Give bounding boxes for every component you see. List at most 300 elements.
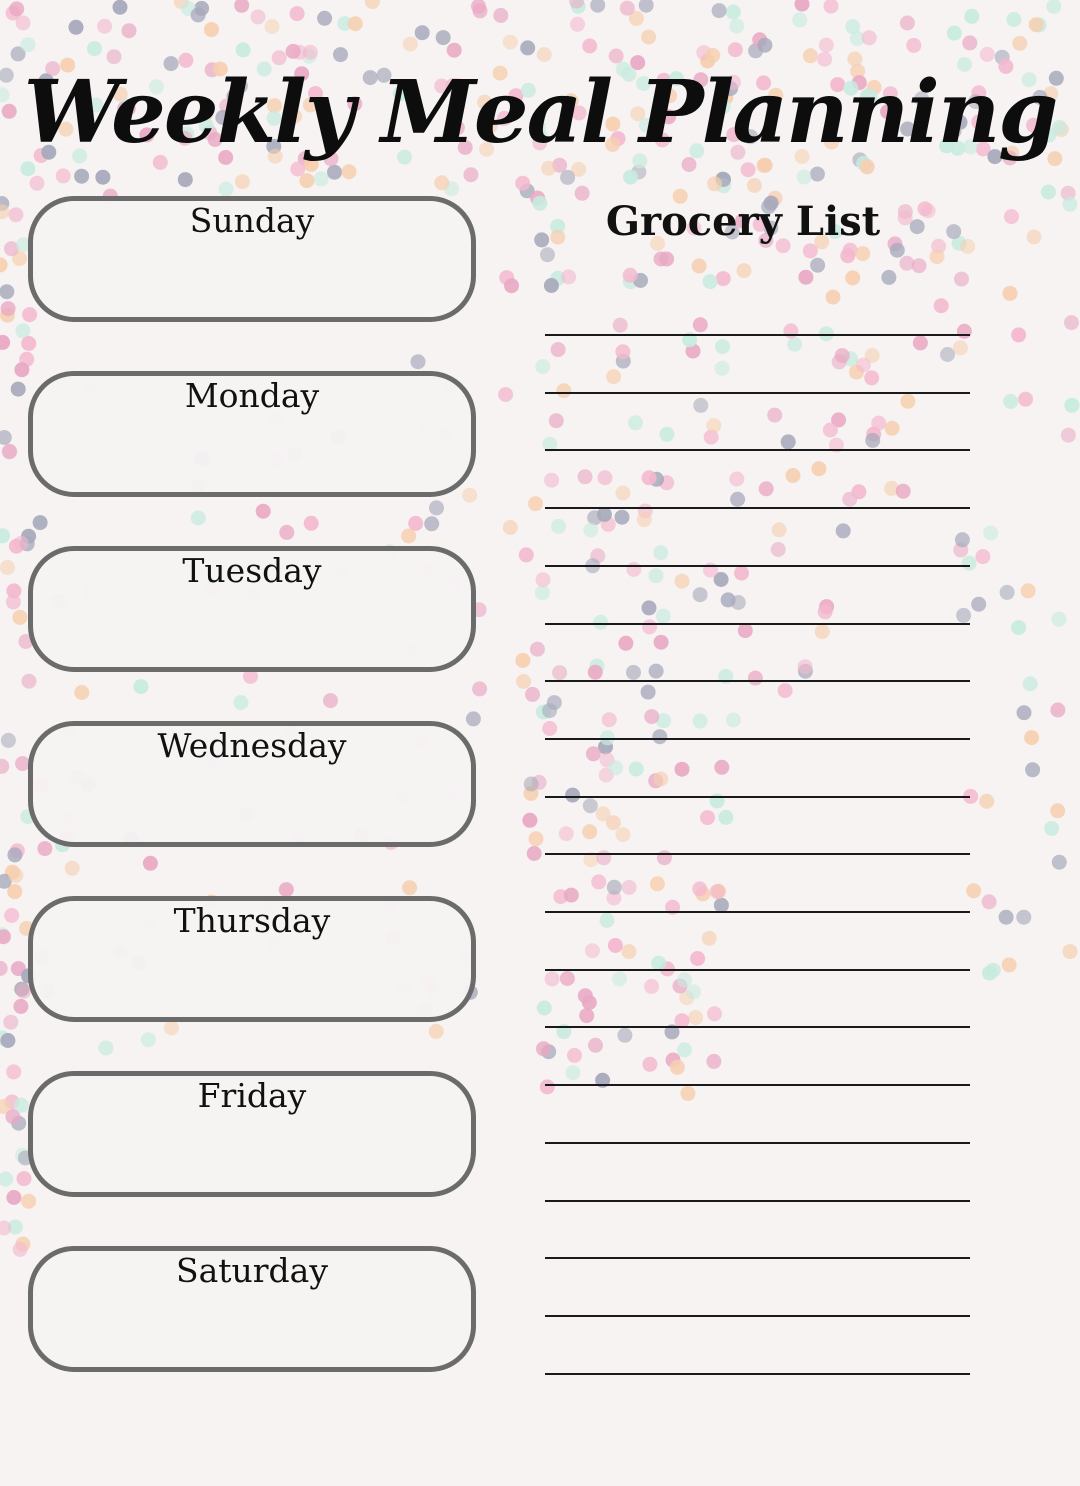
confetti-dot — [5, 1109, 20, 1124]
confetti-dot — [795, 0, 810, 12]
grocery-line[interactable] — [545, 1373, 970, 1375]
confetti-dot — [8, 207, 23, 222]
confetti-dot — [87, 41, 102, 56]
confetti-dot — [707, 176, 722, 191]
confetti-dot — [565, 1065, 580, 1080]
confetti-dot — [600, 913, 615, 928]
confetti-dot — [542, 703, 557, 718]
confetti-dot — [1012, 36, 1027, 51]
confetti-dot — [1023, 676, 1038, 691]
confetti-dot — [9, 1, 24, 16]
confetti-dot — [675, 762, 690, 777]
confetti-dot — [792, 12, 807, 27]
grocery-line[interactable] — [545, 969, 970, 971]
confetti-dot — [615, 486, 630, 501]
confetti-dot — [1052, 855, 1067, 870]
confetti-dot — [561, 269, 576, 284]
confetti-dot — [504, 278, 519, 293]
confetti-dot — [33, 515, 48, 530]
confetti-dot — [113, 0, 128, 15]
confetti-dot — [559, 826, 574, 841]
confetti-dot — [14, 536, 29, 551]
grocery-line[interactable] — [545, 796, 970, 798]
confetti-dot — [930, 249, 945, 264]
confetti-dot — [598, 470, 613, 485]
confetti-dot — [623, 170, 638, 185]
confetti-dot — [900, 394, 915, 409]
confetti-dot — [622, 944, 637, 959]
grocery-line[interactable] — [545, 507, 970, 509]
confetti-dot — [570, 17, 585, 32]
confetti-dot — [2, 444, 17, 459]
confetti-dot — [798, 270, 813, 285]
confetti-dot — [560, 170, 575, 185]
confetti-dot — [493, 8, 508, 23]
confetti-dot — [815, 624, 830, 639]
confetti-dot — [3, 1015, 18, 1030]
day-label-friday: Friday — [197, 1076, 307, 1115]
confetti-dot — [429, 500, 444, 515]
confetti-dot — [6, 594, 21, 609]
confetti-dot — [1017, 705, 1032, 720]
confetti-dot — [856, 358, 871, 373]
grocery-line[interactable] — [545, 565, 970, 567]
confetti-dot — [810, 258, 825, 273]
grocery-line[interactable] — [545, 1257, 970, 1259]
confetti-dot — [692, 259, 707, 274]
confetti-dot — [552, 665, 567, 680]
confetti-dot — [781, 434, 796, 449]
confetti-dot — [680, 1086, 695, 1101]
confetti-dot — [999, 910, 1014, 925]
confetti-dot — [65, 861, 80, 876]
confetti-dot — [56, 168, 71, 183]
confetti-dot — [913, 335, 928, 350]
confetti-dot — [0, 759, 9, 774]
confetti-dot — [693, 587, 708, 602]
confetti-dot — [317, 11, 332, 26]
confetti-dot — [983, 525, 998, 540]
confetti-dot — [798, 659, 813, 674]
confetti-dot — [783, 323, 798, 338]
grocery-line[interactable] — [545, 738, 970, 740]
confetti-dot — [164, 1020, 179, 1035]
confetti-dot — [551, 519, 566, 534]
confetti-dot — [503, 35, 518, 50]
confetti-dot — [583, 798, 598, 813]
confetti-dot — [1004, 209, 1019, 224]
confetti-dot — [16, 15, 31, 30]
confetti-dot — [290, 6, 305, 21]
confetti-dot — [74, 169, 89, 184]
confetti-dot — [0, 560, 15, 575]
confetti-dot — [862, 30, 877, 45]
confetti-dot — [1011, 327, 1026, 342]
confetti-dot — [881, 270, 896, 285]
confetti-dot — [953, 340, 968, 355]
confetti-dot — [656, 609, 671, 624]
grocery-line[interactable] — [545, 1026, 970, 1028]
confetti-dot — [6, 1190, 21, 1205]
day-label-tuesday: Tuesday — [182, 551, 322, 590]
confetti-dot — [726, 5, 741, 20]
confetti-dot — [0, 430, 12, 445]
confetti-dot — [845, 270, 860, 285]
grocery-line[interactable] — [545, 911, 970, 913]
confetti-dot — [1006, 12, 1021, 27]
confetti-dot — [615, 510, 630, 525]
confetti-dot — [14, 362, 29, 377]
confetti-dot — [532, 196, 547, 211]
confetti-dot — [204, 22, 219, 37]
confetti-dot — [1046, 0, 1061, 14]
confetti-dot — [582, 995, 597, 1010]
confetti-dot — [13, 1242, 28, 1257]
confetti-dot — [30, 176, 45, 191]
confetti-dot — [703, 274, 718, 289]
confetti-dot — [436, 30, 451, 45]
confetti-dot — [1002, 957, 1017, 972]
confetti-dot — [122, 23, 137, 38]
day-box-monday[interactable] — [28, 371, 476, 497]
confetti-dot — [143, 856, 158, 871]
grocery-line[interactable] — [545, 1142, 970, 1144]
confetti-dot — [582, 39, 597, 54]
confetti-dot — [702, 931, 717, 946]
confetti-dot — [677, 973, 692, 988]
confetti-dot — [864, 370, 879, 385]
confetti-dot — [219, 182, 234, 197]
confetti-dot — [549, 413, 564, 428]
confetti-dot — [1000, 585, 1015, 600]
confetti-dot — [712, 3, 727, 18]
day-box-saturday[interactable] — [28, 1246, 476, 1372]
confetti-dot — [819, 38, 834, 53]
confetti-dot — [1064, 315, 1079, 330]
confetti-dot — [411, 354, 426, 369]
confetti-dot — [585, 943, 600, 958]
grocery-line[interactable] — [545, 1084, 970, 1086]
confetti-dot — [515, 176, 530, 191]
day-label-wednesday: Wednesday — [157, 726, 347, 765]
confetti-dot — [588, 1038, 603, 1053]
confetti-dot — [279, 525, 294, 540]
confetti-dot — [718, 810, 733, 825]
confetti-dot — [178, 172, 193, 187]
confetti-dot — [1041, 185, 1056, 200]
confetti-dot — [191, 8, 206, 23]
confetti-dot — [141, 1032, 156, 1047]
confetti-dot — [955, 532, 970, 547]
confetti-dot — [759, 481, 774, 496]
confetti-dot — [537, 1001, 552, 1016]
confetti-dot — [772, 522, 787, 537]
confetti-dot — [0, 1033, 15, 1048]
confetti-dot — [304, 516, 319, 531]
confetti-dot — [653, 772, 668, 787]
confetti-dot — [966, 883, 981, 898]
confetti-dot — [628, 415, 643, 430]
confetti-dot — [13, 999, 28, 1014]
confetti-dot — [191, 511, 206, 526]
confetti-dot — [1044, 821, 1059, 836]
confetti-dot — [365, 0, 380, 9]
confetti-dot — [975, 549, 990, 564]
confetti-dot — [734, 566, 749, 581]
confetti-dot — [0, 284, 14, 299]
confetti-dot — [690, 951, 705, 966]
confetti-dot — [556, 383, 571, 398]
confetti-dot — [823, 423, 838, 438]
confetti-dot — [588, 665, 603, 680]
confetti-dot — [871, 416, 886, 431]
confetti-dot — [835, 348, 850, 363]
confetti-dot — [693, 317, 708, 332]
confetti-dot — [728, 42, 743, 57]
day-box-tuesday[interactable] — [28, 546, 476, 672]
confetti-dot — [567, 1048, 582, 1063]
confetti-dot — [982, 894, 997, 909]
grocery-line[interactable] — [545, 1315, 970, 1317]
confetti-dot — [686, 984, 701, 999]
day-box-thursday[interactable] — [28, 896, 476, 1022]
confetti-dot — [693, 398, 708, 413]
confetti-dot — [1027, 230, 1042, 245]
confetti-dot — [771, 542, 786, 557]
confetti-dot — [767, 408, 782, 423]
confetti-dot — [524, 777, 539, 792]
confetti-dot — [1050, 803, 1065, 818]
confetti-dot — [706, 418, 721, 433]
confetti-dot — [653, 545, 668, 560]
confetti-dot — [836, 523, 851, 538]
confetti-dot — [642, 1057, 657, 1072]
confetti-dot — [235, 174, 250, 189]
confetti-dot — [544, 473, 559, 488]
confetti-dot — [1003, 286, 1018, 301]
confetti-dot — [957, 324, 972, 339]
confetti-dot — [940, 347, 955, 362]
confetti-dot — [855, 246, 870, 261]
confetti-dot — [707, 1006, 722, 1021]
grocery-line[interactable] — [545, 392, 970, 394]
confetti-dot — [644, 979, 659, 994]
confetti-dot — [729, 472, 744, 487]
confetti-dot — [778, 683, 793, 698]
confetti-dot — [726, 713, 741, 728]
confetti-dot — [424, 516, 439, 531]
confetti-dot — [6, 1064, 21, 1079]
confetti-dot — [527, 846, 542, 861]
confetti-dot — [415, 25, 430, 40]
confetti-dot — [1011, 620, 1026, 635]
confetti-dot — [1021, 583, 1036, 598]
confetti-dot — [962, 556, 977, 571]
confetti-dot — [525, 687, 540, 702]
confetti-dot — [1051, 612, 1066, 627]
day-label-monday: Monday — [184, 376, 320, 415]
confetti-dot — [1050, 703, 1065, 718]
confetti-dot — [786, 468, 801, 483]
confetti-dot — [1063, 944, 1078, 959]
confetti-dot — [542, 721, 557, 736]
grocery-list-title: Grocery List — [605, 198, 881, 245]
grocery-line[interactable] — [545, 1200, 970, 1202]
confetti-dot — [98, 1041, 113, 1056]
confetti-dot — [716, 271, 731, 286]
confetti-dot — [256, 504, 271, 519]
confetti-dot — [0, 335, 10, 350]
confetti-dot — [590, 0, 605, 13]
confetti-dot — [956, 608, 971, 623]
confetti-dot — [840, 248, 855, 263]
day-box-sunday[interactable] — [28, 196, 476, 322]
confetti-dot — [618, 636, 633, 651]
confetti-dot — [314, 171, 329, 186]
confetti-dot — [535, 359, 550, 374]
confetti-dot — [1018, 392, 1033, 407]
grocery-line[interactable] — [545, 853, 970, 855]
confetti-dot — [534, 232, 549, 247]
confetti-dot — [620, 1, 635, 16]
confetti-dot — [447, 43, 462, 58]
confetti-dot — [810, 167, 825, 182]
confetti-dot — [960, 239, 975, 254]
confetti-dot — [579, 1008, 594, 1023]
confetti-dot — [234, 0, 249, 13]
confetti-dot — [642, 600, 657, 615]
confetti-dot — [21, 336, 36, 351]
confetti-dot — [954, 272, 969, 287]
confetti-dot — [1062, 197, 1077, 212]
confetti-dot — [747, 178, 762, 193]
confetti-dot — [522, 813, 537, 828]
confetti-dot — [265, 19, 280, 34]
confetti-dot — [900, 16, 915, 31]
confetti-dot — [962, 35, 977, 50]
grocery-line[interactable] — [545, 680, 970, 682]
confetti-dot — [721, 592, 736, 607]
confetti-dot — [826, 290, 841, 305]
confetti-dot — [286, 44, 301, 59]
confetti-dot — [591, 874, 606, 889]
confetti-dot — [649, 664, 664, 679]
confetti-dot — [540, 1079, 555, 1094]
confetti-dot — [528, 496, 543, 511]
confetti-dot — [1016, 910, 1031, 925]
confetti-dot — [582, 824, 597, 839]
confetti-dot — [22, 307, 37, 322]
confetti-dot — [654, 635, 669, 650]
confetti-dot — [700, 810, 715, 825]
confetti-dot — [11, 382, 26, 397]
day-box-wednesday[interactable] — [28, 721, 476, 847]
confetti-dot — [692, 881, 707, 896]
confetti-dot — [434, 175, 449, 190]
confetti-dot — [1, 301, 16, 316]
confetti-dot — [642, 470, 657, 485]
grocery-line[interactable] — [545, 334, 970, 336]
confetti-dot — [529, 831, 544, 846]
confetti-dot — [644, 709, 659, 724]
confetti-dot — [677, 1042, 692, 1057]
confetti-dot — [0, 929, 11, 944]
confetti-dot — [279, 882, 294, 897]
confetti-dot — [946, 224, 961, 239]
confetti-dot — [578, 469, 593, 484]
confetti-dot — [348, 16, 363, 31]
confetti-dot — [12, 610, 27, 625]
confetti-dot — [586, 746, 601, 761]
confetti-dot — [74, 685, 89, 700]
confetti-dot — [251, 9, 266, 24]
confetti-dot — [688, 1010, 703, 1025]
grocery-line[interactable] — [545, 623, 970, 625]
grocery-line[interactable] — [545, 449, 970, 451]
confetti-dot — [233, 695, 248, 710]
confetti-dot — [21, 1194, 36, 1209]
confetti-dot — [729, 19, 744, 34]
confetti-dot — [7, 847, 22, 862]
confetti-dot — [652, 729, 667, 744]
confetti-dot — [403, 37, 418, 52]
day-label-saturday: Saturday — [175, 1251, 328, 1290]
confetti-dot — [607, 880, 622, 895]
page-title: Weekly Meal Planning — [23, 62, 1057, 163]
confetti-dot — [612, 971, 627, 986]
confetti-dot — [710, 884, 725, 899]
confetti-dot — [535, 585, 550, 600]
confetti-dot — [401, 529, 416, 544]
confetti-dot — [97, 19, 112, 34]
confetti-dot — [466, 711, 481, 726]
confetti-dot — [670, 1060, 685, 1075]
confetti-dot — [714, 760, 729, 775]
confetti-dot — [560, 971, 575, 986]
confetti-dot — [865, 433, 880, 448]
confetti-dot — [544, 278, 559, 293]
confetti-dot — [934, 298, 949, 313]
confetti-dot — [503, 520, 518, 535]
confetti-dot — [896, 484, 911, 499]
confetti-dot — [616, 827, 631, 842]
confetti-dot — [637, 512, 652, 527]
confetti-dot — [811, 461, 826, 476]
confetti-dot — [22, 674, 37, 689]
confetti-dot — [693, 714, 708, 729]
confetti-dot — [730, 492, 745, 507]
confetti-dot — [964, 9, 979, 24]
confetti-dot — [21, 37, 36, 52]
confetti-dot — [69, 20, 84, 35]
confetti-dot — [623, 268, 638, 283]
confetti-dot — [629, 762, 644, 777]
day-box-friday[interactable] — [28, 1071, 476, 1197]
confetti-dot — [1003, 394, 1018, 409]
confetti-dot — [757, 38, 772, 53]
confetti-dot — [971, 597, 986, 612]
confetti-dot — [564, 888, 579, 903]
confetti-dot — [613, 318, 628, 333]
confetti-dot — [608, 938, 623, 953]
confetti-dot — [824, 0, 839, 14]
confetti-dot — [429, 1024, 444, 1039]
confetti-dot — [639, 0, 654, 13]
confetti-dot — [4, 908, 19, 923]
confetti-dot — [641, 685, 656, 700]
confetti-dot — [530, 642, 545, 657]
day-label-sunday: Sunday — [189, 201, 315, 240]
